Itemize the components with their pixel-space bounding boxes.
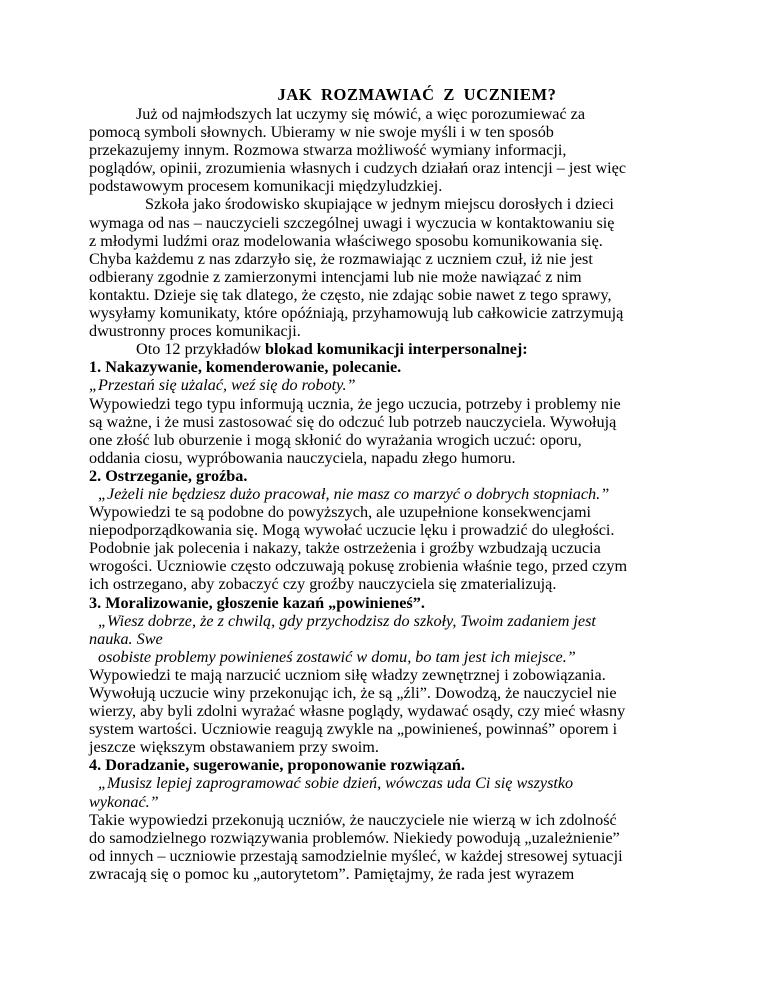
text-line	[89, 413, 709, 431]
text-line-content: są ważne, i że musi zastosować się do odczuć lub potrzeb nauczyciela. Wywołują	[89, 412, 617, 431]
text-line	[89, 575, 709, 593]
text-line-content: podstawowym procesem komunikacji międzyludzkiej.	[89, 177, 443, 196]
text-line-content: „Jeżeli nie będziesz dużo pracował, nie masz co marzyć o dobrych stopniach.”	[98, 484, 610, 503]
text-line	[89, 774, 709, 792]
text-line-content: osobiste problemy powinieneś zostawić w domu, bo tam jest ich miejsce.”	[98, 647, 576, 666]
text-line-content: od innych – uczniowie przestają samodzielnie myśleć, w każdej stresowej sytuacji	[89, 846, 623, 865]
text-line	[89, 738, 709, 756]
text-line	[89, 829, 709, 847]
text-line	[89, 322, 709, 340]
text-line-content: one złość lub oburzenie i mogą skłonić do wyrażania wrogich uczuć: oporu,	[89, 430, 582, 449]
text-line	[89, 286, 709, 304]
text-line-content: niepodporządkowania się. Mogą wywołać uczucie lęku i prowadzić do uległości.	[89, 521, 615, 540]
text-line	[89, 521, 709, 539]
text-line	[89, 630, 709, 648]
text-line	[89, 304, 709, 322]
text-line-content: wysyłamy komunikaty, które opóźniają, przyhamowują lub całkowicie zatrzymują	[89, 304, 624, 323]
text-line-content: Oto 12 przykładów	[136, 340, 266, 359]
text-line-content: Wypowiedzi te są podobne do powyższych, ale uzupełnione konsekwencjami	[89, 503, 592, 522]
text-line	[89, 485, 709, 503]
text-line	[89, 612, 709, 630]
text-line-content: 4. Doradzanie, sugerowanie, proponowanie rozwiązań.	[89, 756, 465, 775]
text-line-content: pomocą symboli słownych. Ubieramy w nie swoje myśli i w ten sposób	[89, 123, 554, 142]
text-line-content: Podobnie jak polecenia i nakazy, także ostrzeżenia i groźby wzbudzają uczucia	[89, 539, 601, 558]
text-line	[89, 684, 709, 702]
text-line-content: dwustronny proces komunikacji.	[89, 322, 301, 341]
text-line	[89, 376, 709, 394]
text-line-content: Chyba każdemu z nas zdarzyło się, że rozmawiając z uczniem czuł, iż nie jest	[89, 249, 593, 268]
text-line	[89, 105, 709, 123]
text-line	[89, 702, 709, 720]
text-line-content: Wypowiedzi tego typu informują ucznia, że jego uczucia, potrzeby i problemy nie	[89, 394, 621, 413]
text-line	[89, 340, 709, 358]
document-page	[89, 86, 709, 883]
text-line	[89, 358, 709, 376]
text-line-content: zwracają się o pomoc ku „autorytetom”. Pamiętajmy, że rada jest wyrazem	[89, 864, 575, 883]
text-line	[89, 195, 709, 213]
text-line	[89, 232, 709, 250]
text-line	[89, 793, 709, 811]
text-line-content: Wywołują uczucie winy przekonując ich, że są „źli”. Dowodzą, że nauczyciel nie	[89, 684, 617, 702]
text-line-content: kontaktu. Dzieje się tak dlatego, że często, nie zdając sobie nawet z tego sprawy,	[89, 285, 612, 304]
text-line	[89, 177, 709, 195]
text-line	[89, 594, 709, 612]
text-line-content: system wartości. Uczniowie reagują zwykle na „powinieneś, powinnaś” oporem i	[89, 720, 618, 739]
text-line	[89, 141, 709, 159]
text-line	[89, 431, 709, 449]
text-line-content: oddania ciosu, wypróbowania nauczyciela, napadu złego humoru.	[89, 448, 516, 467]
text-line	[89, 666, 709, 684]
text-line	[89, 557, 709, 575]
text-line-content: 3. Moralizowanie, głoszenie kazań „powinieneś”.	[89, 593, 425, 612]
text-line	[89, 395, 709, 413]
text-line	[89, 159, 709, 177]
text-line-content: Szkoła jako środowisko skupiające w jednym miejscu dorosłych i dzieci	[145, 195, 614, 214]
text-line-content: z młodymi ludźmi oraz modelowania właściwego sposobu komunikowania się.	[89, 231, 603, 250]
text-line-content: przekazujemy innym. Rozmowa stwarza możliwość wymiany informacji,	[89, 141, 567, 160]
text-line	[89, 123, 709, 141]
text-line-content: Już od najmłodszych lat uczymy się mówić, a więc porozumiewać za	[136, 105, 586, 123]
text-line-content: „Wiesz dobrze, że z chwilą, gdy przychodzisz do szkoły, Twoim zadaniem jest	[98, 611, 596, 630]
text-line-content: nauka. Swe	[89, 629, 163, 648]
text-line-content: 1. Nakazywanie, komenderowanie, polecanie.	[89, 358, 402, 377]
bold-phrase: blokad komunikacji interpersonalnej:	[265, 340, 528, 359]
text-line	[89, 756, 709, 774]
text-line	[89, 539, 709, 557]
text-line	[89, 214, 709, 232]
text-line-content: odbierany zgodnie z zamierzonymi intencjami lub nie może nawiązać z nim	[89, 267, 582, 286]
text-line-content: jeszcze większym obstawaniem przy swoim.	[89, 738, 379, 757]
text-line-content: 2. Ostrzeganie, groźba.	[89, 466, 248, 485]
text-line-content: Wypowiedzi te mają narzucić uczniom siłę władzy zewnętrznej i zobowiązania.	[89, 665, 606, 684]
text-line	[89, 467, 709, 485]
text-line-content: wymaga od nas – nauczycieli szczególnej uwagi i wyczucia w kontaktowaniu się	[89, 213, 615, 232]
text-line-content: wrogości. Uczniowie często odczuwają pokusę zrobienia właśnie tego, przed czym	[89, 557, 628, 576]
text-line-content: poglądów, opinii, zrozumienia własnych i cudzych działań oraz intencji – jest więc	[89, 159, 627, 178]
text-line	[89, 268, 709, 286]
text-line	[89, 648, 709, 666]
text-line	[89, 250, 709, 268]
text-line	[89, 811, 709, 829]
text-line-content: „Musisz lepiej zaprogramować sobie dzień, wówczas uda Ci się wszystko	[98, 774, 574, 793]
text-line	[89, 449, 709, 467]
text-line	[89, 847, 709, 865]
text-line-content: do samodzielnego rozwiązywania problemów. Niekiedy powodują „uzależnienie”	[89, 828, 620, 847]
text-line-content: Takie wypowiedzi przekonują uczniów, że nauczyciele nie wierzą w ich zdolność	[89, 810, 617, 829]
text-line-content: „Przestań się użalać, weź się do roboty.”	[89, 376, 356, 395]
text-line	[89, 720, 709, 738]
text-line-content: ich ostrzegano, aby zobaczyć czy groźby nauczyciela się zmaterializują.	[89, 575, 557, 594]
text-line-content: wykonać.”	[89, 792, 159, 811]
text-line-content: wierzy, aby byli zdolni wyrażać własne poglądy, wydawać osądy, czy mieć własny	[89, 702, 626, 721]
text-line	[89, 865, 709, 883]
text-line	[89, 503, 709, 521]
document-body	[89, 105, 709, 883]
document-title: JAK ROZMAWIAĆ Z UCZNIEM?	[277, 85, 557, 104]
